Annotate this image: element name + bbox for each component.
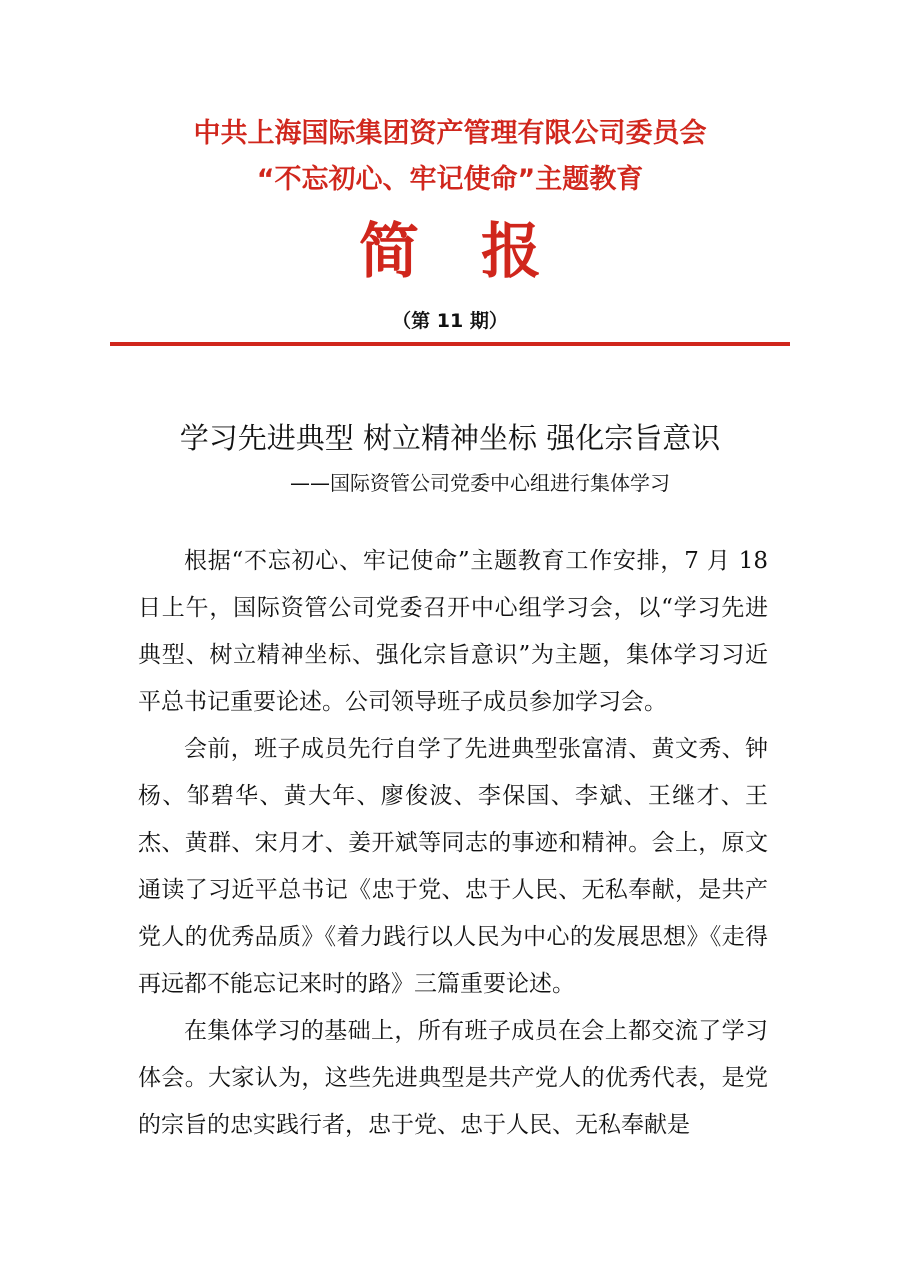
bulletin-title: 简报 xyxy=(359,217,603,287)
article-title: 学习先进典型 树立精神坐标 强化宗旨意识 xyxy=(179,421,721,455)
issue-number: （第 11 期） xyxy=(392,310,508,332)
organization-name: 中共上海国际集团资产管理有限公司委员会 xyxy=(193,118,707,149)
article-subtitle: ——国际资管公司党委中心组进行集体学习 xyxy=(290,471,670,495)
red-divider xyxy=(110,342,790,346)
education-theme: “不忘初心、牢记使命”主题教育 xyxy=(256,164,644,195)
body-paragraph-1: 根据“不忘初心、牢记使命”主题教育工作安排，7 月 18 日上午，国际资管公司党委召开中心组学习会，以“学习先进典型、树立精神坐标、强化宗旨意识”为主题，集体学习习近平总书记重要论述。公司领导班子成员参加学习会。 xyxy=(138,548,768,715)
body-paragraph-2: 会前，班子成员先行自学了先进典型张富清、黄文秀、钟杨、邹碧华、黄大年、廖俊波、李保国、李斌、王继才、王杰、黄群、宋月才、姜开斌等同志的事迹和精神。会上，原文通读了习近平总书记《忠于党、忠于人民、无私奉献，是共产党人的优秀品质》《着力践行以人民为中心的发展思想》《走得再远都不能忘记来时的路》三篇重要论述。 xyxy=(138,736,768,997)
article-body xyxy=(138,538,768,1149)
body-paragraph-3: 在集体学习的基础上，所有班子成员在会上都交流了学习体会。大家认为，这些先进典型是共产党人的优秀代表，是党的宗旨的忠实践行者，忠于党、忠于人民、无私奉献是 xyxy=(138,1018,768,1138)
